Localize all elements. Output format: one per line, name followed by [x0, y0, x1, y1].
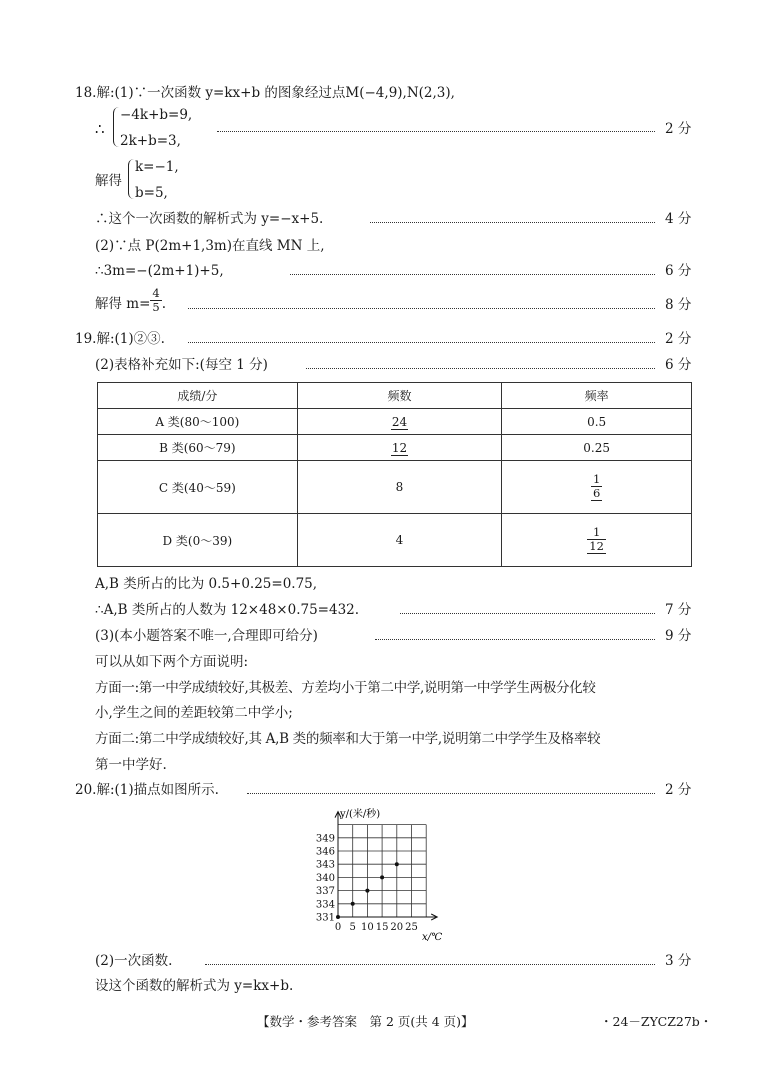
- q19-line1: 19.解:(1)②③.: [75, 331, 165, 347]
- x-tick-label: 15: [375, 922, 389, 933]
- data-point: [380, 875, 384, 879]
- data-point: [351, 902, 355, 906]
- q19-explain: 可以从如下两个方面说明:: [95, 654, 249, 670]
- y-tick-label: 337: [315, 886, 335, 898]
- table-cell-rate: 0.25: [502, 435, 692, 461]
- system1-eq-b: 2k+b=3,: [120, 133, 181, 149]
- q20-part2: (2)一次函数.: [95, 953, 173, 969]
- dot-leader: [188, 342, 655, 343]
- dot-leader: [290, 274, 655, 275]
- table-cell-rate: [502, 461, 692, 514]
- score-label: 6 分: [665, 357, 692, 373]
- scatter-chart: [300, 803, 460, 945]
- table-cell-rate: [502, 514, 692, 567]
- fraction-numerator: 1: [587, 526, 606, 540]
- solve-m-end: .: [161, 296, 167, 312]
- table-row: [98, 461, 692, 514]
- score-label: 9 分: [665, 628, 692, 644]
- system2-eq-a: k=−1,: [135, 159, 179, 175]
- y-tick-label: 340: [315, 872, 335, 884]
- data-point: [395, 862, 399, 866]
- dot-leader: [400, 613, 655, 614]
- system1-eq-a: −4k+b=9,: [120, 107, 193, 123]
- y-tick-label: 334: [315, 899, 335, 911]
- y-tick-label: 346: [315, 846, 335, 858]
- footer-page-info: 【数学・参考答案 第 2 页(共 4 页)】: [257, 1014, 474, 1029]
- q18-function-expression: ∴这个一次函数的解析式为 y=−x+5.: [95, 211, 324, 227]
- table-row: [98, 514, 692, 567]
- system-brace: [128, 159, 135, 199]
- q20-line1: 20.解:(1)描点如图所示.: [75, 782, 219, 798]
- table-cell-frequency: [297, 409, 502, 435]
- system-brace: [113, 107, 120, 147]
- fraction: [591, 473, 602, 501]
- score-label: 6 分: [665, 263, 692, 279]
- table-cell-category: C 类(40～59): [98, 461, 298, 514]
- fraction-numerator: 1: [592, 472, 601, 486]
- y-axis-label: y/(米/秒): [340, 809, 381, 820]
- table-cell-category: B 类(60～79): [98, 435, 298, 461]
- solve-label: 解得: [95, 173, 122, 189]
- q18-solve-m: [95, 286, 167, 314]
- table-header: 频率: [502, 383, 692, 409]
- score-label: 7 分: [665, 602, 692, 618]
- score-label: 2 分: [665, 782, 692, 798]
- y-tick-label: 331: [315, 912, 335, 924]
- score-label: 3 分: [665, 953, 692, 969]
- fraction-denominator: 12: [589, 539, 604, 553]
- fraction-numerator: 4: [152, 286, 160, 300]
- score-label: 2 分: [665, 331, 692, 347]
- q19-part3: (3)(本小题答案不唯一,合理即可给分): [95, 628, 318, 644]
- dot-leader: [370, 222, 655, 223]
- x-tick-label: 5: [349, 922, 356, 933]
- fraction: [587, 526, 606, 554]
- table-cell-category: A 类(80～100): [98, 409, 298, 435]
- dot-leader: [247, 793, 655, 794]
- chart-tick-labels: [316, 833, 418, 933]
- q19-aspect1-line2: 小,学生之间的差距较第二中学小;: [95, 705, 293, 721]
- answer-blank: 12: [391, 440, 408, 455]
- dot-leader: [205, 964, 655, 965]
- table-cell-frequency: [297, 435, 502, 461]
- x-tick-label: 25: [405, 922, 418, 933]
- x-tick-label: 10: [361, 922, 374, 933]
- table-header: 频数: [297, 383, 502, 409]
- q18-part2: (2)∵点 P(2m+1,3m)在直线 MN 上,: [95, 238, 325, 254]
- fraction-denominator: 5: [152, 300, 160, 314]
- table-cell-frequency: 8: [297, 461, 502, 514]
- q19-ratio: A,B 类所占的比为 0.5+0.25=0.75,: [95, 576, 318, 592]
- x-tick-label: 20: [390, 922, 404, 933]
- footer-code: ・24－ZYCZ27b・: [600, 1014, 713, 1029]
- q19-aspect1-line1: 方面一:第一中学成绩较好,其极差、方差均小于第二中学,说明第一中学学生两极分化较: [95, 680, 596, 696]
- q19-aspect2-line2: 第一中学好.: [95, 757, 167, 773]
- q18-equation: ∴3m=−(2m+1)+5,: [95, 263, 224, 279]
- y-tick-label: 343: [315, 859, 335, 871]
- score-label: 8 分: [665, 297, 692, 313]
- q20-setup: 设这个函数的解析式为 y=kx+b.: [95, 978, 294, 994]
- dot-leader: [188, 308, 655, 309]
- solve-m-text: 解得 m=: [95, 296, 151, 312]
- table-cell-frequency: 4: [297, 514, 502, 567]
- table-row: [98, 409, 692, 435]
- data-point: [336, 915, 340, 919]
- fraction: [150, 287, 161, 314]
- q19-aspect2-line1: 方面二:第二中学成绩较好,其 A,B 类的频率和大于第一中学,说明第二中学学生及格率较: [95, 731, 601, 747]
- q18-line1: 18.解:(1)∵一次函数 y=kx+b 的图象经过点M(−4,9),N(2,3),: [75, 85, 455, 101]
- table-cell-rate: 0.5: [502, 409, 692, 435]
- q19-line2: (2)表格补充如下:(每空 1 分): [95, 357, 268, 373]
- therefore-symbol: ∴: [95, 120, 105, 138]
- score-label: 2 分: [665, 121, 692, 137]
- table-row: [98, 435, 692, 461]
- fraction-denominator: 6: [592, 486, 601, 500]
- dot-leader: [375, 639, 655, 640]
- dot-leader: [217, 131, 655, 132]
- data-point: [365, 889, 369, 893]
- q19-count: ∴A,B 类所占的人数为 12×48×0.75=432.: [95, 602, 360, 618]
- x-axis-label: x/℃: [422, 932, 443, 943]
- answer-blank: 24: [391, 414, 408, 429]
- table-cell-category: D 类(0～39): [98, 514, 298, 567]
- score-label: 4 分: [665, 211, 692, 227]
- y-tick-label: 349: [315, 833, 335, 845]
- table-header: 成绩/分: [98, 383, 298, 409]
- frequency-table: [97, 382, 692, 567]
- system2-eq-b: b=5,: [135, 185, 168, 201]
- x-tick-label: 0: [334, 922, 342, 933]
- dot-leader: [306, 368, 655, 369]
- table-header-row: [98, 383, 692, 409]
